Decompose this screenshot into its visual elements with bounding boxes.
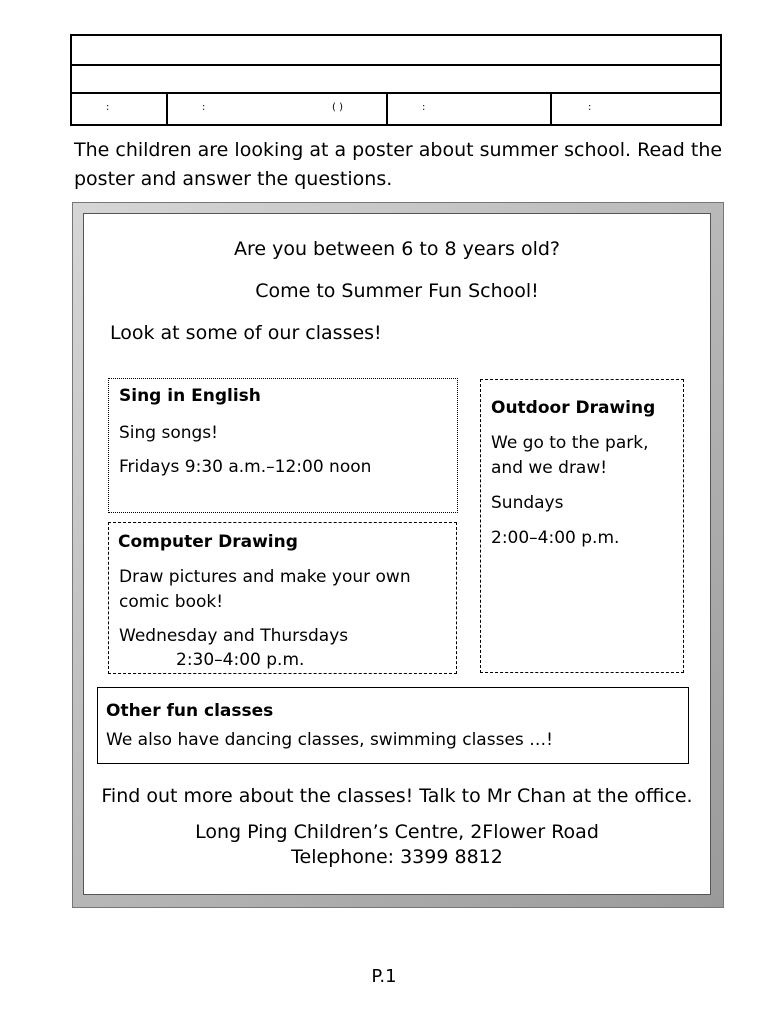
class-day-computer: Wednesday and Thursdays <box>119 626 349 646</box>
header-row-1 <box>72 36 720 66</box>
poster-frame <box>72 202 724 908</box>
poster-telephone: Telephone: 3399 8812 <box>291 846 503 868</box>
poster-age-question: Are you between 6 to 8 years old? <box>233 238 560 260</box>
header-table <box>70 34 722 126</box>
class-desc-outdoor-1: We go to the park, <box>491 433 649 453</box>
class-desc-sing: Sing songs! <box>119 423 218 443</box>
class-desc-other: We also have dancing classes, swimming classes …! <box>106 730 553 750</box>
header-colon-3: : <box>422 102 426 113</box>
poster <box>83 213 711 895</box>
class-box-computer <box>108 522 457 674</box>
poster-contact: Find out more about the classes! Talk to Mr Chan at the office. <box>101 785 693 807</box>
poster-classes-intro: Look at some of our classes! <box>110 322 382 344</box>
header-colon-2: : <box>202 102 206 113</box>
header-row-3 <box>72 92 720 124</box>
poster-address: Long Ping Children’s Centre, 2Flower Road <box>195 821 599 843</box>
header-colon-4: : <box>588 102 592 113</box>
class-title-computer: Computer Drawing <box>118 532 298 552</box>
class-box-sing <box>108 378 458 513</box>
header-paren: ( ) <box>332 102 343 113</box>
header-cell-1 <box>72 92 168 124</box>
intro-text: The children are looking at a poster about summer school. Read the poster and answer the questions. <box>74 139 723 190</box>
class-title-outdoor: Outdoor Drawing <box>491 398 656 418</box>
header-cell-4 <box>550 92 720 124</box>
page-number: P.1 <box>371 966 397 987</box>
header-cell-2 <box>166 92 388 124</box>
header-colon-1: : <box>106 102 110 113</box>
class-time-computer: 2:30–4:00 p.m. <box>176 650 305 670</box>
class-day-outdoor: Sundays <box>491 493 564 513</box>
class-title-sing: Sing in English <box>119 386 261 406</box>
header-row-2 <box>72 64 720 94</box>
poster-invite: Come to Summer Fun School! <box>255 280 539 302</box>
class-box-other <box>97 687 689 764</box>
class-time-outdoor: 2:00–4:00 p.m. <box>491 528 620 548</box>
class-desc-computer-2: comic book! <box>119 592 224 612</box>
class-box-outdoor <box>480 379 684 673</box>
header-cell-3 <box>386 92 552 124</box>
class-desc-outdoor-2: and we draw! <box>491 458 608 478</box>
class-desc-computer-1: Draw pictures and make your own <box>119 567 411 587</box>
class-title-other: Other fun classes <box>106 701 274 721</box>
class-time-sing: Fridays 9:30 a.m.–12:00 noon <box>119 457 372 477</box>
